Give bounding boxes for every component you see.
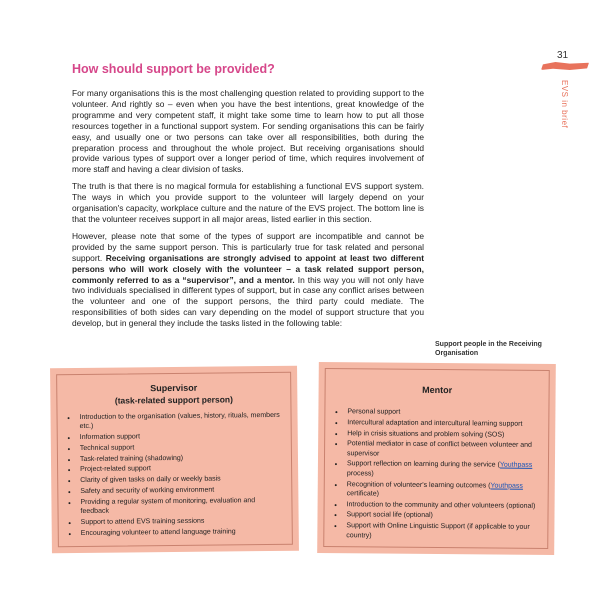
list-item: • Encouraging volunteer to attend language training — [79, 527, 286, 538]
brush-stroke-decoration — [541, 62, 589, 70]
supervisor-subtitle: (task-related support person) — [114, 394, 233, 406]
mentor-card — [317, 362, 556, 555]
youthpass-link[interactable]: Youthpass — [499, 462, 533, 470]
list-item-text: process) — [346, 469, 374, 478]
list-item-text: certificate) — [346, 490, 380, 498]
paragraph-3-end: In this way you will not only have two individuals specialised in different types of support, but in case any conflict arises between the volunteer and one of the support persons, the third party could mediate. The responsibilities of both sides can vary depending on the model of support structure that you develop, but in general they include the tasks listed in the following table: — [72, 274, 424, 329]
paragraph-3-emphasis: Receiving organisations are strongly advised to appoint at least two different persons who will work closely with the volunteer – a task related support person, commonly referred to as a “supervisor”, and a mentor. — [72, 252, 424, 285]
youthpass-link[interactable]: Youthpass — [490, 482, 523, 490]
list-item: • Introduction to the organisation (values, history, rituals, members etc.) — [78, 411, 285, 432]
page-number: 31 — [557, 50, 569, 61]
list-item: • Introduction to the community and other volunteers (optional) — [345, 500, 542, 511]
paragraph-1: For many organisations this is the most challenging question related to providing support to the volunteer. And rightly so – even when you have the best intentions, great knowledge of the programme and very competent staff, it might take some time to learn how to put all those resources together in a functional support system. For sending organisations this can be fairly easy, and usually one or two persons can take over all responsibilities, both during the preparation process and throughout the whole project. But receiving organisations should provide various types of support over a longer period of time, which requires involvement of more staff and having a clear division of tasks. — [72, 88, 424, 175]
paragraph-3 — [72, 231, 424, 329]
supervisor-title: Supervisor — [150, 382, 198, 394]
supervisor-task-list — [58, 411, 292, 538]
paragraph-2: The truth is that there is no magical formula for establishing a functional EVS support system. The ways in which you provide support to the volunteer will largely depend on your organisation's capacity, workplace culture and the nature of the EVS project. The bottom line is that the volunteer receives support in all major areas, listed earlier in this section. — [72, 181, 424, 224]
supervisor-card-frame — [56, 372, 293, 547]
list-item: • Safety and security of working environment — [78, 485, 285, 496]
list-item: • Support with Online Linguistic Support (if applicable to your country) — [344, 521, 541, 541]
body-text — [72, 88, 424, 335]
paragraph-3-start: However, please note that some of the types of support are incompatible and cannot be provided by the same support person. This is particularly true for task related and personal support. — [72, 230, 424, 263]
list-item — [345, 460, 542, 480]
list-item: • Personal support — [345, 407, 542, 418]
list-item: • Task-related training (shadowing) — [78, 453, 285, 464]
mentor-title: Mentor — [422, 384, 453, 396]
list-item: • Potential mediator in case of conflict between volunteer and supervisor — [345, 440, 542, 460]
list-item: • Help in crisis situations and problem solving (SOS) — [345, 429, 542, 440]
list-item: • Technical support — [78, 442, 285, 453]
list-item: • Support to attend EVS training sessions — [79, 516, 286, 527]
list-item: • Support social life (optional) — [344, 511, 541, 522]
supervisor-card — [50, 366, 299, 554]
list-item: • Providing a regular system of monitoring, evaluation and feedback — [78, 496, 285, 517]
list-item — [345, 480, 542, 500]
list-item: • Clarity of given tasks on daily or weekly basis — [78, 474, 285, 485]
mentor-card-frame — [323, 368, 550, 549]
section-heading: How should support be provided? — [72, 62, 275, 76]
list-item-text: Support reflection on learning during the service ( — [346, 460, 500, 470]
list-item: • Project-related support — [78, 463, 285, 474]
list-item-text: Recognition of volunteer's learning outcomes ( — [346, 480, 491, 490]
section-side-label: EVS in brief — [560, 80, 569, 129]
list-item: • Intercultural adaptation and intercultural learning support — [345, 418, 542, 429]
margin-note: Support people in the Receiving Organisation — [435, 341, 542, 357]
mentor-task-list — [324, 407, 548, 542]
list-item: • Information support — [78, 431, 285, 442]
